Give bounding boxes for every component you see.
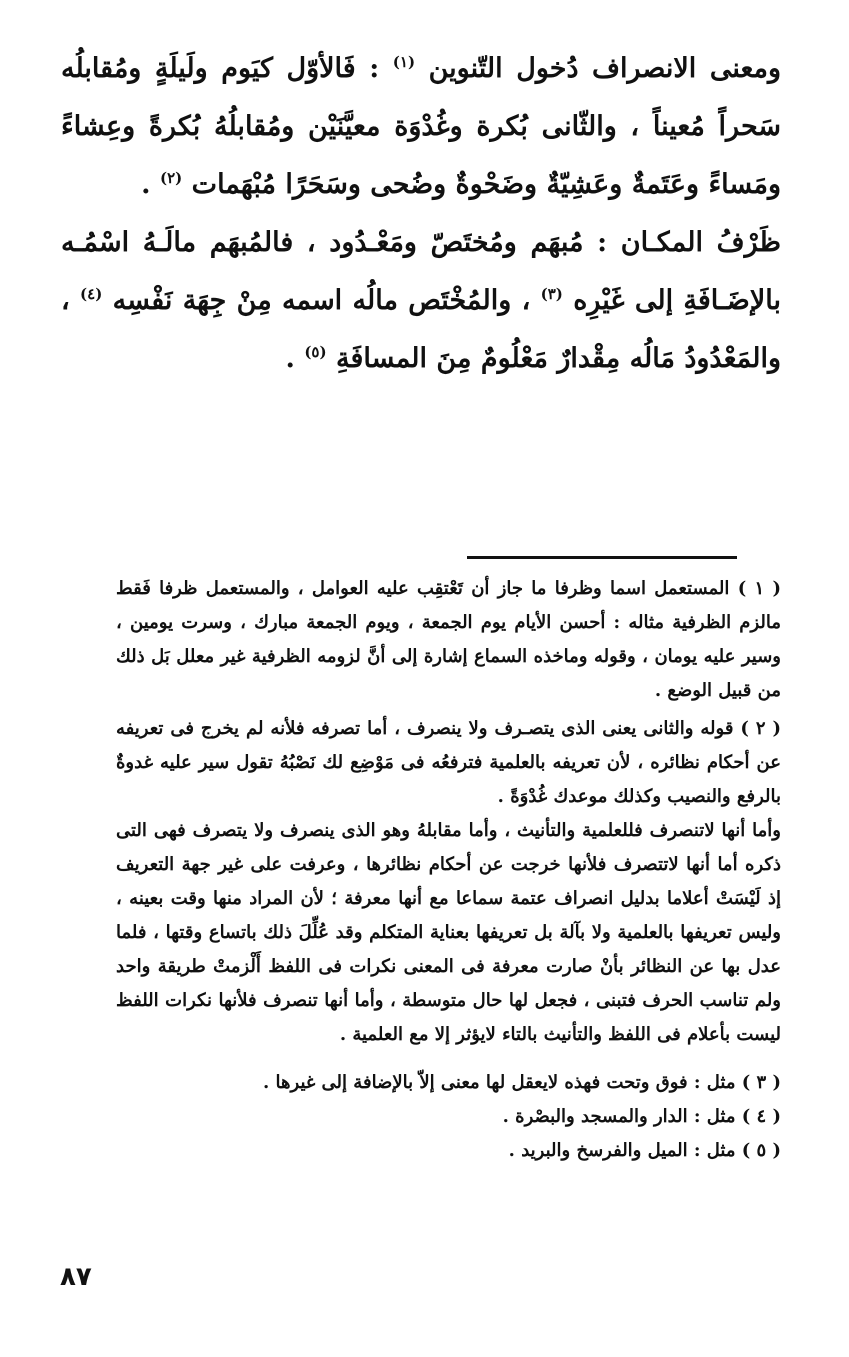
- footnotes: [116, 572, 781, 1168]
- footnote-divider: [467, 556, 737, 559]
- footnote-ref-5: (٥): [304, 343, 327, 361]
- footnote-1: ( ١ ) المستعمل اسما وظرفا ما جاز أن تَعْتقِب عليه العوامل ، والمستعمل ظرفا فَقط مالزم الظرفية مثاله : أحسن الأيام يوم الجمعة ، ويوم الجمعة مبارك ، وسرت يومين ، وسير عليه يومان ، وقوله وماخذه السماع إشارة إلى أنَّ لزومه الظرفية غير معلل بَل ذلك من قبيل الوضع .: [116, 578, 782, 701]
- main-text-segment: : فَالأوّل كيَوم ولَيلَةٍ ومُقابلُه سَحراً مُعيناً ، والثّانى بُكرة وغُدْوَة معيَّنَيْن ومُقابلُهُ بُكرةً وعِشاءً ومَساءً وعَتَمةٌ وعَشِيّةٌ وضَحْوةٌ وضُحى وسَحَرًا مُبْهَمات: [61, 53, 781, 200]
- main-text-segment: ومعنى الانصراف دُخول التّنوين: [428, 53, 781, 84]
- main-text-segment: ظَرْفُ المكـان : مُبهَم ومُختَصّ ومَعْـدُود ، فالمُبهَم مالَـهُ اسْمُـه بالإضَـافَةِ إلى غَيْرِه: [61, 227, 782, 316]
- main-text-segment: .: [285, 343, 295, 374]
- footnote-5: ( ٥ ) مثل : الميل والفرسخ والبريد .: [508, 1140, 781, 1161]
- main-text-segment: .: [141, 169, 151, 200]
- main-text-segment: ، والمُخْتَص مالُه اسمه مِنْ جِهَة نَفْسِه: [112, 285, 531, 316]
- main-paragraph-2: [61, 214, 781, 388]
- footnote-ref-2: (٢): [159, 169, 183, 187]
- footnote-4: ( ٤ ) مثل : الدار والمسجد والبصْرة .: [502, 1106, 781, 1127]
- short-footnotes: [116, 1066, 781, 1168]
- main-text: [61, 40, 781, 388]
- main-text-segment: ، والمَعْدُودُ مَالُه مِقْدارٌ مَعْلُومٌ مِنَ المسافَةِ: [61, 285, 781, 374]
- page-number: ٨٧: [60, 1262, 92, 1292]
- footnote-2-continuation: وأما أنها لاتنصرف فللعلمية والتأنيث ، وأما مقابلهُ وهو الذى ينصرف ولا يتصرف فهى التى ذكره أما أنها لاتتصرف فلأنها خرجت عن أحكام نظائرها ، وعرفت على غير جهة التعريف إذ لَيْسَتْ أعلاما بدليل انصراف عتمة سماعا مع أنها معرفة ؛ لأن المراد منها وقت بعينه ، وليس تعريفها بالعلمية ولا بآلة بل تعريفها بعناية المتكلم وقد عُلِّلَ ذلك باتساع وقتها ، فلما عدل بها عن النظائر بأنْ صارت معرفة فى المعنى نكرات فى اللفظ أَلْزمتْ طريقة واحد ولم تناسب الحرف فتبنى ، فجعل لها حال متوسطة ، وأما أنها تنصرف فلأنها نكرات اللفظ ليست بأعلام فى اللفظ والتأنيث بالتاء لايؤثر إلا مع العلمية .: [116, 820, 782, 1045]
- footnote-ref-3: (٣): [540, 285, 563, 303]
- main-paragraph-1: [61, 40, 781, 214]
- footnote-ref-1: (١): [392, 53, 416, 71]
- footnote-ref-4: (٤): [80, 285, 103, 303]
- footnote-3: ( ٣ ) مثل : فوق وتحت فهذه لايعقل لها معنى إلاّ بالإضافة إلى غيرها .: [263, 1072, 781, 1093]
- footnote-2: ( ٢ ) قوله والثانى يعنى الذى يتصـرف ولا ينصرف ، أما تصرفه فلأنه لم يخرج فى تعريفه عن أحكام نظائره ، لأن تعريفه بالعلمية فترفعُه فى مَوْضِع لك نَصْبُهُ تقول سير عليه غدوةٌ بالرفع والنصيب وكذلك موعدك غُدْوَةً .: [116, 718, 781, 807]
